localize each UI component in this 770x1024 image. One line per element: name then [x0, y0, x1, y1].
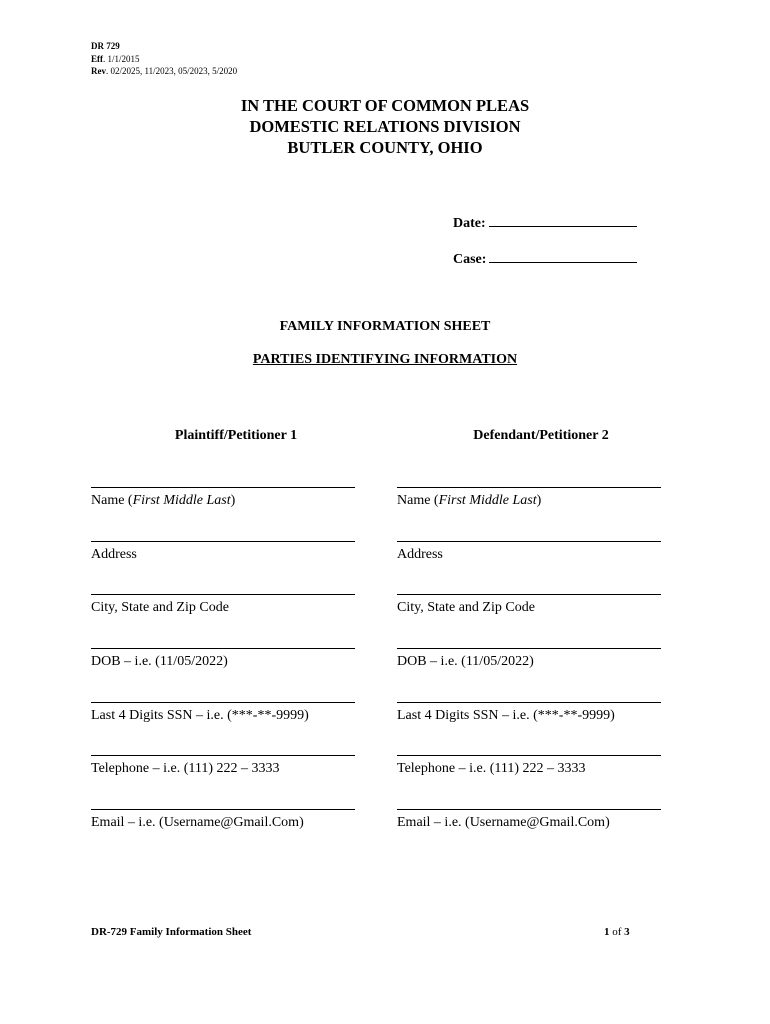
defendant-phone-field[interactable]	[397, 755, 661, 777]
form-code: DR 729	[91, 41, 120, 51]
rev-label: Rev	[91, 66, 106, 76]
section-title: PARTIES IDENTIFYING INFORMATION	[252, 352, 518, 367]
eff-label: Eff	[91, 53, 103, 64]
page-current: 1	[604, 926, 610, 938]
signature-line	[91, 487, 355, 488]
defendant-dob-field[interactable]	[397, 648, 661, 670]
defendant-email-field[interactable]	[397, 809, 661, 831]
name-label: Name (First Middle Last)	[397, 493, 542, 508]
name-label: Name (First Middle Last)	[91, 493, 236, 508]
sheet-title: FAMILY INFORMATION SHEET	[279, 319, 491, 334]
case-label: Case:	[453, 252, 487, 267]
rev-dates: . 02/2025, 11/2023, 05/2023, 5/2020	[106, 66, 238, 76]
plaintiff-city-field[interactable]	[91, 594, 355, 616]
city-label: City, State and Zip Code	[397, 600, 535, 615]
address-label: Address	[91, 547, 137, 562]
plaintiff-ssn-field[interactable]	[91, 702, 355, 724]
form-metadata	[91, 40, 237, 78]
signature-line	[397, 594, 661, 595]
signature-line	[91, 809, 355, 810]
signature-line	[397, 809, 661, 810]
signature-line	[397, 648, 661, 649]
phone-label: Telephone – i.e. (111) 222 – 3333	[397, 761, 586, 776]
court-heading	[0, 95, 770, 158]
defendant-address-field[interactable]	[397, 541, 661, 563]
plaintiff-phone-field[interactable]	[91, 755, 355, 777]
plaintiff-name-field[interactable]	[91, 487, 355, 509]
court-line-2: DOMESTIC RELATIONS DIVISION	[249, 117, 521, 136]
defendant-heading: Defendant/Petitioner 2	[473, 428, 609, 443]
section-title-wrap	[0, 352, 770, 368]
defendant-ssn-field[interactable]	[397, 702, 661, 724]
plaintiff-heading: Plaintiff/Petitioner 1	[174, 428, 298, 443]
signature-line	[397, 541, 661, 542]
eff-date: . 1/1/2015	[103, 53, 140, 64]
signature-line	[397, 755, 661, 756]
signature-line	[91, 755, 355, 756]
city-label: City, State and Zip Code	[91, 600, 229, 615]
page-total: 3	[624, 926, 630, 938]
address-label: Address	[397, 547, 443, 562]
date-row	[453, 212, 637, 232]
signature-line	[91, 702, 355, 703]
footer-form-name: DR-729 Family Information Sheet	[91, 926, 252, 938]
plaintiff-dob-field[interactable]	[91, 648, 355, 670]
signature-line	[397, 487, 661, 488]
email-label: Email – i.e. (Username@Gmail.Com)	[91, 815, 304, 830]
signature-line	[91, 594, 355, 595]
email-label: Email – i.e. (Username@Gmail.Com)	[397, 815, 610, 830]
signature-line	[91, 541, 355, 542]
dob-label: DOB – i.e. (11/05/2022)	[397, 654, 534, 669]
court-line-3: BUTLER COUNTY, OHIO	[287, 138, 483, 157]
defendant-name-field[interactable]	[397, 487, 661, 509]
plaintiff-address-field[interactable]	[91, 541, 355, 563]
plaintiff-email-field[interactable]	[91, 809, 355, 831]
ssn-label: Last 4 Digits SSN – i.e. (***-**-9999)	[91, 708, 309, 723]
page-of: of	[612, 926, 622, 938]
case-field[interactable]	[489, 248, 637, 263]
court-line-1: IN THE COURT OF COMMON PLEAS	[240, 96, 530, 115]
case-row	[453, 248, 637, 268]
date-field[interactable]	[489, 212, 637, 227]
phone-label: Telephone – i.e. (111) 222 – 3333	[91, 761, 280, 776]
signature-line	[397, 702, 661, 703]
ssn-label: Last 4 Digits SSN – i.e. (***-**-9999)	[397, 708, 615, 723]
dob-label: DOB – i.e. (11/05/2022)	[91, 654, 228, 669]
page-number	[604, 926, 630, 938]
signature-line	[91, 648, 355, 649]
defendant-city-field[interactable]	[397, 594, 661, 616]
date-label: Date:	[453, 216, 486, 231]
